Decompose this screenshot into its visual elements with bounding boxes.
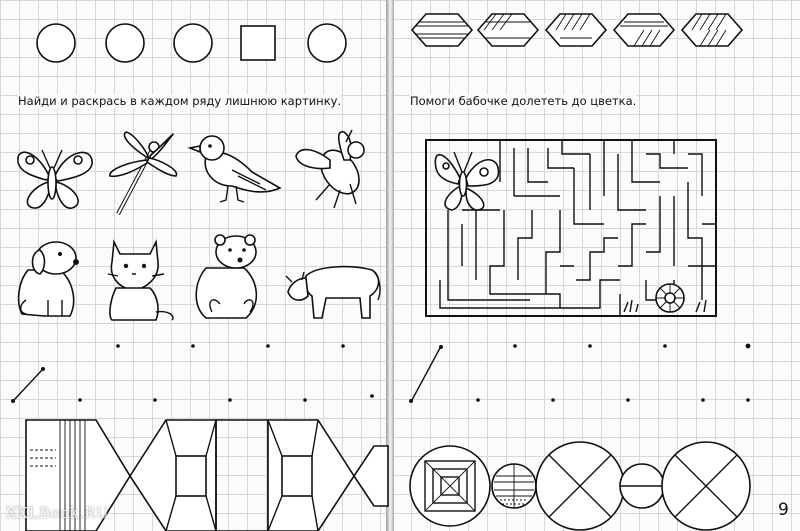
hexagon-shape[interactable]	[682, 14, 742, 46]
circle-shape[interactable]	[174, 24, 212, 62]
bird-picture[interactable]	[190, 136, 280, 202]
maze-butterfly-picture	[435, 152, 498, 210]
kitten-picture[interactable]	[108, 242, 173, 320]
dragonfly-picture[interactable]	[110, 132, 177, 214]
page-number: 9	[778, 500, 789, 520]
hexagon-shape[interactable]	[546, 14, 606, 46]
hexagon-row	[412, 14, 742, 46]
tracing-row-right	[409, 344, 750, 403]
fly-picture[interactable]	[296, 130, 367, 208]
right-instruction: Помоги бабочке долететь до цветка.	[410, 94, 637, 108]
cow-picture[interactable]	[286, 267, 380, 318]
circle-shape[interactable]	[106, 24, 144, 62]
hexagon-shape[interactable]	[412, 14, 472, 46]
shape-row	[37, 24, 346, 62]
hexagon-shape[interactable]	[478, 14, 538, 46]
maze[interactable]	[426, 140, 716, 316]
left-instruction: Найди и раскрась в каждом ряду лишнюю картинку.	[18, 94, 342, 108]
square-shape[interactable]	[241, 26, 275, 60]
tracing-row-left	[11, 344, 374, 403]
flower-picture	[624, 284, 706, 312]
puppy-picture[interactable]	[19, 242, 79, 316]
circle-pattern-right[interactable]	[410, 442, 750, 530]
butterfly-picture[interactable]	[18, 150, 92, 208]
circle-shape[interactable]	[308, 24, 346, 62]
circle-shape[interactable]	[37, 24, 75, 62]
hexagon-shape[interactable]	[614, 14, 674, 46]
watermark: XXLBook.RU	[6, 504, 110, 522]
bear-cub-picture[interactable]	[196, 235, 256, 318]
